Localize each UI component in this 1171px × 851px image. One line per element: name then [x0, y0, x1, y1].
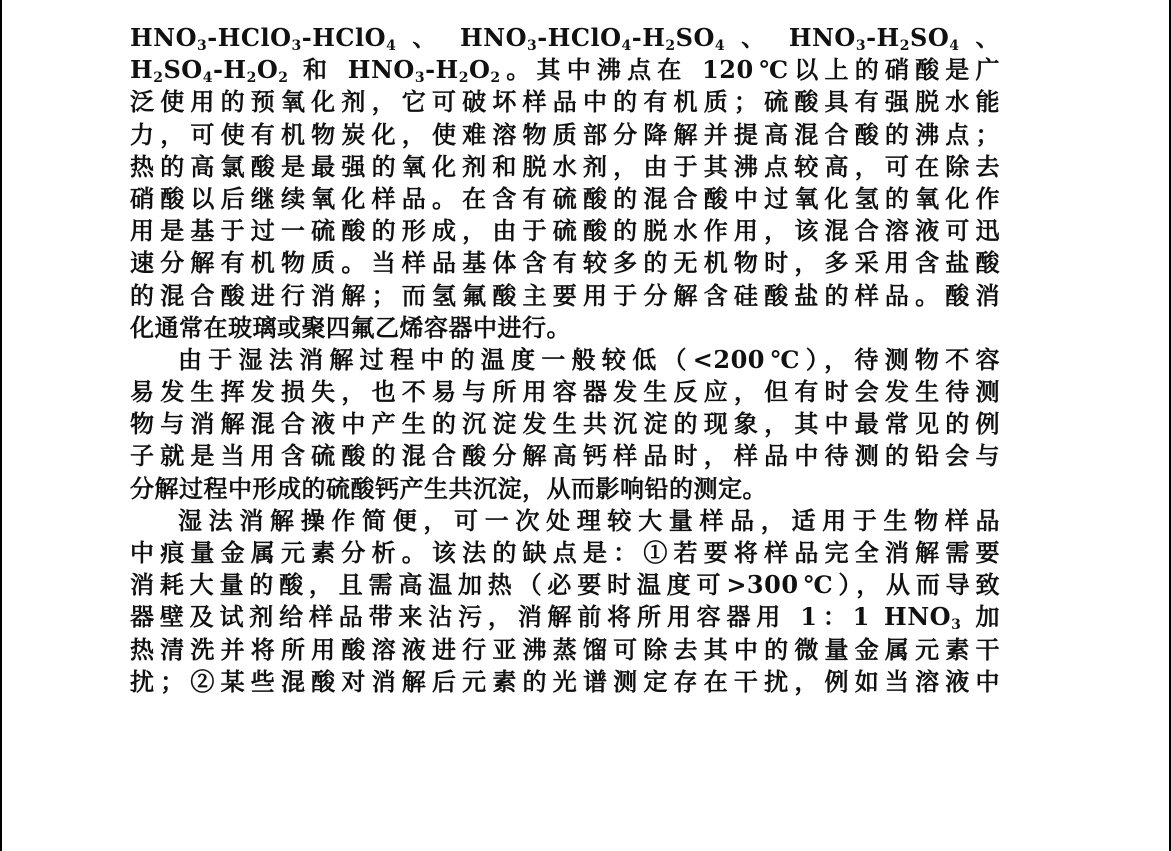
text-line-18: 消耗大量的酸，且需高温加热（必要时温度可>300℃），从而导致: [130, 570, 1000, 600]
text-line-3: 泛使用的预氧化剂，它可破坏样品中的有机质；硫酸具有强脱水能: [130, 87, 1000, 117]
text-line-14: 子就是当用含硫酸的混合酸分解高钙样品时，样品中待测的铅会与: [130, 441, 1000, 471]
text-line-21: 扰；②某些混酸对消解后元素的光谱测定存在干扰，例如当溶液中: [130, 666, 1000, 696]
text-line-13: 物与消解混合液中产生的沉淀发生共沉淀的现象，其中最常见的例: [130, 409, 1000, 439]
text-line-2: $H_2SO_4-H_2O_2$ 和 $HNO_3-H_2O_2$。其中沸点在 120℃以上的硝酸是广: [130, 55, 1000, 87]
text-line-10: 化通常在玻璃或聚四氟乙烯容器中进行。: [130, 312, 571, 342]
text-line-6: 硝酸以后继续氧化样品。在含有硫酸的混合酸中过氧化氢的氧化作: [130, 183, 1000, 213]
body-text: [130, 22, 1000, 698]
text-line-1: $HNO_3-HClO_3-HClO_4$ 、 $HNO_3-HClO_4-H_2SO_4$ 、 $HNO_3-H_2SO_4$ 、: [130, 23, 1000, 54]
text-line-16: 湿法消解操作简便，可一次处理较大量样品，适用于生物样品: [178, 505, 1000, 535]
text-line-4: 力，可使有机物炭化，使难溶物质部分降解并提高混合酸的沸点；: [130, 119, 1000, 149]
text-line-15: 分解过程中形成的硫酸钙产生共沉淀，从而影响铅的测定。: [130, 473, 767, 503]
text-line-11: 由于湿法消解过程中的温度一般较低（<200℃），待测物不容: [178, 344, 1000, 374]
text-line-7: 用是基于过一硫酸的形成，由于硫酸的脱水作用，该混合溶液可迅: [130, 216, 1000, 246]
text-line-20: 热清洗并将所用酸溶液进行亚沸蒸馏可除去其中的微量金属元素干: [130, 634, 1000, 664]
text-line-9: 的混合酸进行消解；而氢氟酸主要用于分解含硅酸盐的样品。酸消: [130, 280, 1000, 310]
text-line-17: 中痕量金属元素分析。该法的缺点是：①若要将样品完全消解需要: [130, 538, 1000, 567]
text-line-12: 易发生挥发损失，也不易与所用容器发生反应，但有时会发生待测: [130, 377, 1000, 407]
text-line-19: 器壁及试剂给样品带来沾污，消解前将所用容器用 1：1 $HNO_3$ 加: [130, 602, 1000, 634]
text-line-8: 速分解有机物质。当样品基体含有较多的无机物时，多采用含盐酸: [130, 248, 1000, 278]
text-line-5: 热的高氯酸是最强的氧化剂和脱水剂，由于其沸点较高，可在除去: [130, 151, 1000, 181]
